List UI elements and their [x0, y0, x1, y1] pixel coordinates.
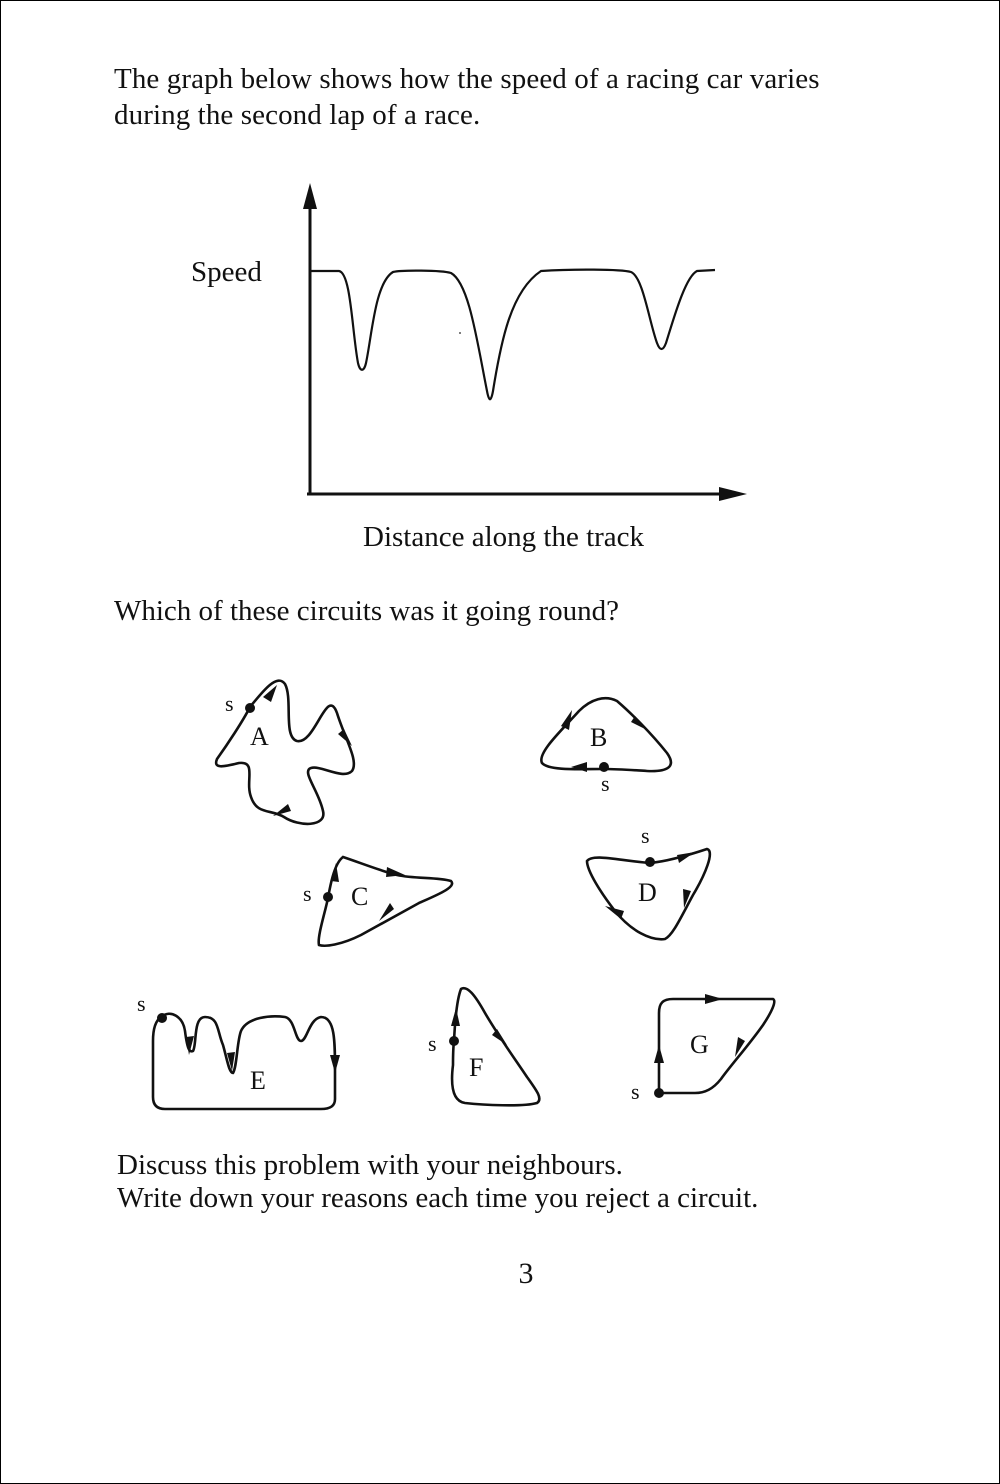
question-text: Which of these circuits was it going round?	[114, 595, 619, 627]
instructions-text	[117, 1149, 758, 1215]
circuit-c-label: C	[351, 882, 369, 911]
circuit-f-track	[452, 988, 539, 1105]
circuit-b-label: B	[590, 723, 608, 752]
circuit-d-arrow-icon	[677, 852, 695, 863]
circuit-a-arrow-icon	[338, 729, 352, 746]
circuit-a-label: A	[250, 722, 269, 751]
circuit-f-arrow-icon	[451, 1008, 460, 1026]
circuit-f-label: F	[469, 1053, 484, 1082]
circuit-c-start-label: s	[303, 881, 312, 906]
circuit-e-arrow-icon	[330, 1055, 340, 1073]
circuit-d-label: D	[638, 878, 657, 907]
distance-axis-label: Distance along the track	[363, 521, 645, 553]
instructions-line-2: Write down your reasons each time you reject a circuit.	[117, 1182, 759, 1214]
circuit-b-start-label: s	[601, 771, 610, 796]
circuit-e-track	[153, 1014, 335, 1109]
circuit-d-start-label: s	[641, 823, 650, 848]
circuit-g-start-dot	[654, 1088, 664, 1098]
circuit-e-start-label: s	[137, 991, 146, 1016]
circuit-g-track	[659, 999, 774, 1093]
circuit-a-arrow-icon	[263, 685, 277, 702]
circuit-g-start-label: s	[631, 1079, 640, 1104]
circuit-e-start-dot	[157, 1013, 167, 1023]
intro-line-2: during the second lap of a race.	[114, 99, 481, 131]
speed-axis-label: Speed	[191, 256, 262, 288]
circuit-e-label: E	[250, 1066, 266, 1095]
circuit-d	[587, 823, 710, 939]
circuit-c-track	[319, 857, 452, 946]
circuit-g	[631, 994, 774, 1104]
speed-graph	[191, 183, 747, 553]
circuit-f-arrow-icon	[492, 1029, 507, 1045]
circuit-b-arrow-icon	[571, 762, 587, 772]
circuit-b	[541, 698, 671, 796]
stray-dot	[459, 332, 461, 334]
page-number: 3	[518, 1257, 534, 1290]
x-axis-arrow-icon	[719, 487, 747, 501]
circuit-c-start-dot	[323, 892, 333, 902]
intro-line-1: The graph below shows how the speed of a racing car varies	[114, 63, 820, 95]
speed-curve	[310, 270, 715, 400]
instructions-line-1: Discuss this problem with your neighbours.	[117, 1149, 623, 1181]
circuit-a-start-label: s	[225, 691, 234, 716]
circuit-g-arrow-icon	[654, 1045, 664, 1063]
circuit-a	[216, 681, 354, 824]
circuit-a-track	[216, 681, 354, 824]
circuit-g-label: G	[690, 1030, 709, 1059]
circuit-f-start-label: s	[428, 1031, 437, 1056]
circuit-d-arrow-icon	[605, 906, 624, 919]
circuit-e	[137, 991, 340, 1109]
circuit-f-start-dot	[449, 1036, 459, 1046]
circuit-g-arrow-icon	[705, 994, 723, 1004]
circuit-a-start-dot	[245, 703, 255, 713]
circuit-b-arrow-icon	[631, 716, 647, 730]
y-axis-arrow-icon	[303, 183, 317, 209]
circuit-c	[303, 857, 452, 946]
circuit-f	[428, 988, 539, 1105]
circuit-a-arrow-icon	[273, 804, 291, 816]
circuit-d-start-dot	[645, 857, 655, 867]
